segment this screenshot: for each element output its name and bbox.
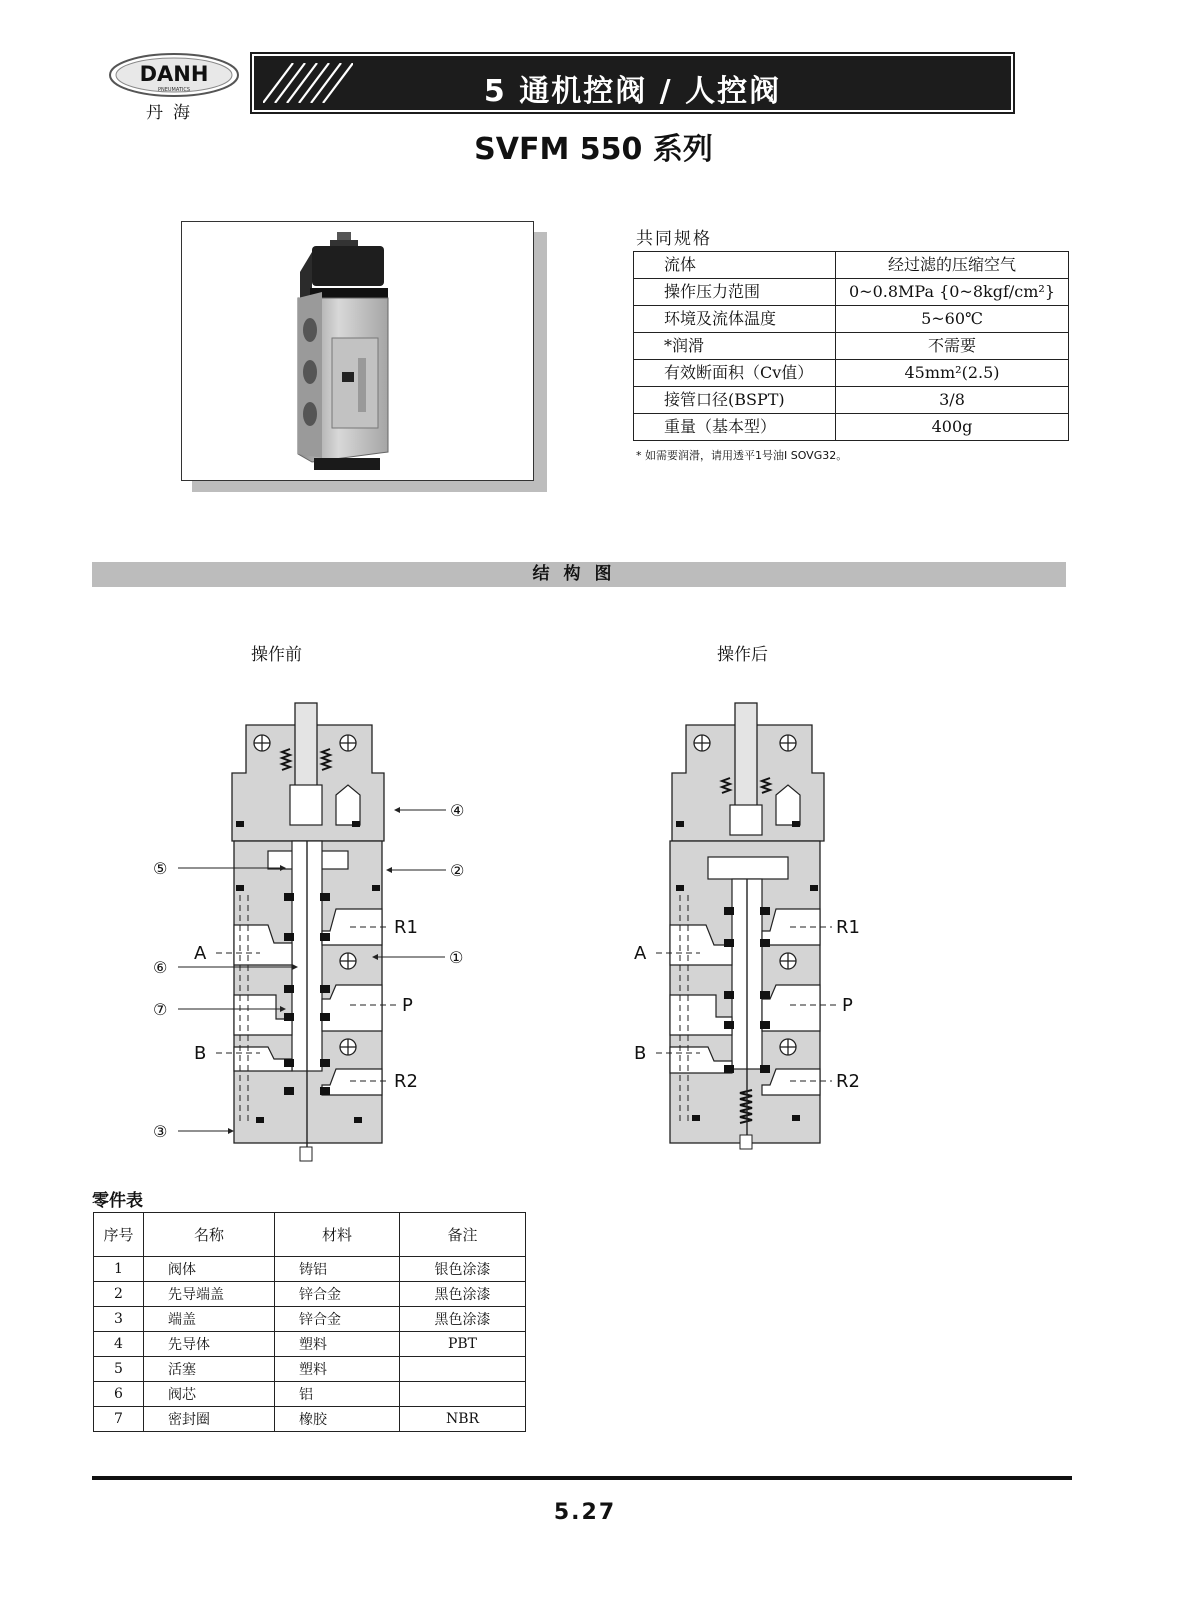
cell-material: 橡胶 bbox=[275, 1407, 400, 1432]
spec-label: 接管口径(BSPT) bbox=[634, 387, 836, 414]
spec-table bbox=[633, 251, 1069, 441]
cell-name: 活塞 bbox=[144, 1357, 275, 1382]
section-bar: 结构图 bbox=[92, 562, 1066, 587]
logo-ellipse-icon bbox=[108, 52, 240, 98]
callout-6: ⑥ bbox=[153, 958, 168, 977]
spec-value: 经过滤的压缩空气 bbox=[836, 252, 1069, 279]
spec-label: 环境及流体温度 bbox=[634, 306, 836, 333]
cell-no: 4 bbox=[94, 1332, 144, 1357]
callout-2: ② bbox=[450, 861, 465, 880]
cell-remark: NBR bbox=[400, 1407, 526, 1432]
port-p-label: P bbox=[842, 995, 853, 1016]
table-row bbox=[94, 1332, 526, 1357]
page-title: 5 通机控阀 / 人控阀 bbox=[483, 74, 782, 109]
spec-value: 400g bbox=[836, 414, 1069, 441]
cell-material: 塑料 bbox=[275, 1357, 400, 1382]
col-name: 名称 bbox=[144, 1213, 275, 1257]
table-row bbox=[94, 1307, 526, 1332]
cell-name: 阀体 bbox=[144, 1257, 275, 1282]
callout-4: ④ bbox=[450, 801, 465, 820]
table-row bbox=[94, 1257, 526, 1282]
spec-value: 5~60℃ bbox=[836, 306, 1069, 333]
spec-note: * 如需要润滑，请用透平1号油I SOVG32。 bbox=[636, 449, 848, 462]
cell-remark: 银色涂漆 bbox=[400, 1257, 526, 1282]
logo-sub: PNEUMATICS bbox=[157, 87, 191, 93]
table-row bbox=[634, 333, 1069, 360]
cell-no: 3 bbox=[94, 1307, 144, 1332]
cell-no: 1 bbox=[94, 1257, 144, 1282]
diagram-before bbox=[140, 695, 480, 1165]
logo-cn: 丹海 bbox=[146, 103, 200, 123]
cell-material: 锌合金 bbox=[275, 1307, 400, 1332]
cell-no: 7 bbox=[94, 1407, 144, 1432]
danh-logo bbox=[108, 52, 240, 124]
table-row bbox=[634, 306, 1069, 333]
cell-material: 塑料 bbox=[275, 1332, 400, 1357]
cell-name: 阀芯 bbox=[144, 1382, 275, 1407]
port-a-label: A bbox=[194, 943, 207, 964]
port-p-label: P bbox=[402, 995, 413, 1016]
cell-name: 先导体 bbox=[144, 1332, 275, 1357]
table-row bbox=[634, 414, 1069, 441]
cell-no: 5 bbox=[94, 1357, 144, 1382]
cell-remark: 黑色涂漆 bbox=[400, 1282, 526, 1307]
title-bar bbox=[254, 56, 1011, 110]
table-row bbox=[634, 279, 1069, 306]
table-row bbox=[94, 1382, 526, 1407]
cell-name: 密封圈 bbox=[144, 1407, 275, 1432]
cell-remark bbox=[400, 1382, 526, 1407]
port-r2-label: R2 bbox=[394, 1071, 418, 1092]
page-number: 5.27 bbox=[553, 1500, 617, 1525]
callout-3: ③ bbox=[153, 1122, 168, 1141]
spec-label: 操作压力范围 bbox=[634, 279, 836, 306]
spec-value: 0~0.8MPa {0~8kgf/cm²} bbox=[836, 279, 1069, 306]
cell-material: 锌合金 bbox=[275, 1282, 400, 1307]
diagram-after bbox=[580, 695, 880, 1155]
table-row bbox=[634, 360, 1069, 387]
table-row bbox=[634, 387, 1069, 414]
parts-title: 零件表 bbox=[92, 1191, 143, 1211]
table-row bbox=[94, 1282, 526, 1307]
spec-value: 不需要 bbox=[836, 333, 1069, 360]
logo-text: DANH bbox=[139, 62, 209, 86]
callout-1: ① bbox=[449, 948, 464, 967]
valve-photo-icon bbox=[182, 222, 532, 479]
spec-value: 45mm²(2.5) bbox=[836, 360, 1069, 387]
table-row bbox=[94, 1407, 526, 1432]
cell-no: 6 bbox=[94, 1382, 144, 1407]
spec-label: *润滑 bbox=[634, 333, 836, 360]
port-a-label: A bbox=[634, 943, 647, 964]
footer-divider bbox=[92, 1476, 1072, 1480]
table-header-row bbox=[94, 1213, 526, 1257]
cell-remark bbox=[400, 1357, 526, 1382]
callout-5: ⑤ bbox=[153, 859, 168, 878]
cell-remark: PBT bbox=[400, 1332, 526, 1357]
port-b-label: B bbox=[634, 1043, 647, 1064]
product-photo bbox=[181, 221, 534, 481]
table-row bbox=[634, 252, 1069, 279]
table-row bbox=[94, 1357, 526, 1382]
before-label: 操作前 bbox=[251, 645, 302, 665]
callout-7: ⑦ bbox=[153, 1000, 168, 1019]
port-b-label: B bbox=[194, 1043, 207, 1064]
cell-material: 铝 bbox=[275, 1382, 400, 1407]
col-remark: 备注 bbox=[400, 1213, 526, 1257]
spec-title: 共同规格 bbox=[636, 229, 712, 249]
port-r2-label: R2 bbox=[836, 1071, 860, 1092]
after-label: 操作后 bbox=[717, 645, 768, 665]
cell-name: 先导端盖 bbox=[144, 1282, 275, 1307]
port-r1-label: R1 bbox=[836, 917, 860, 938]
spec-label: 有效断面积（Cv值） bbox=[634, 360, 836, 387]
col-no: 序号 bbox=[94, 1213, 144, 1257]
parts-table bbox=[93, 1212, 526, 1432]
cell-name: 端盖 bbox=[144, 1307, 275, 1332]
col-material: 材料 bbox=[275, 1213, 400, 1257]
series-title: SVFM 550 系列 bbox=[474, 132, 713, 167]
spec-value: 3/8 bbox=[836, 387, 1069, 414]
cell-no: 2 bbox=[94, 1282, 144, 1307]
spec-label: 流体 bbox=[634, 252, 836, 279]
spec-label: 重量（基本型） bbox=[634, 414, 836, 441]
cell-remark: 黑色涂漆 bbox=[400, 1307, 526, 1332]
cell-material: 铸铝 bbox=[275, 1257, 400, 1282]
port-r1-label: R1 bbox=[394, 917, 418, 938]
